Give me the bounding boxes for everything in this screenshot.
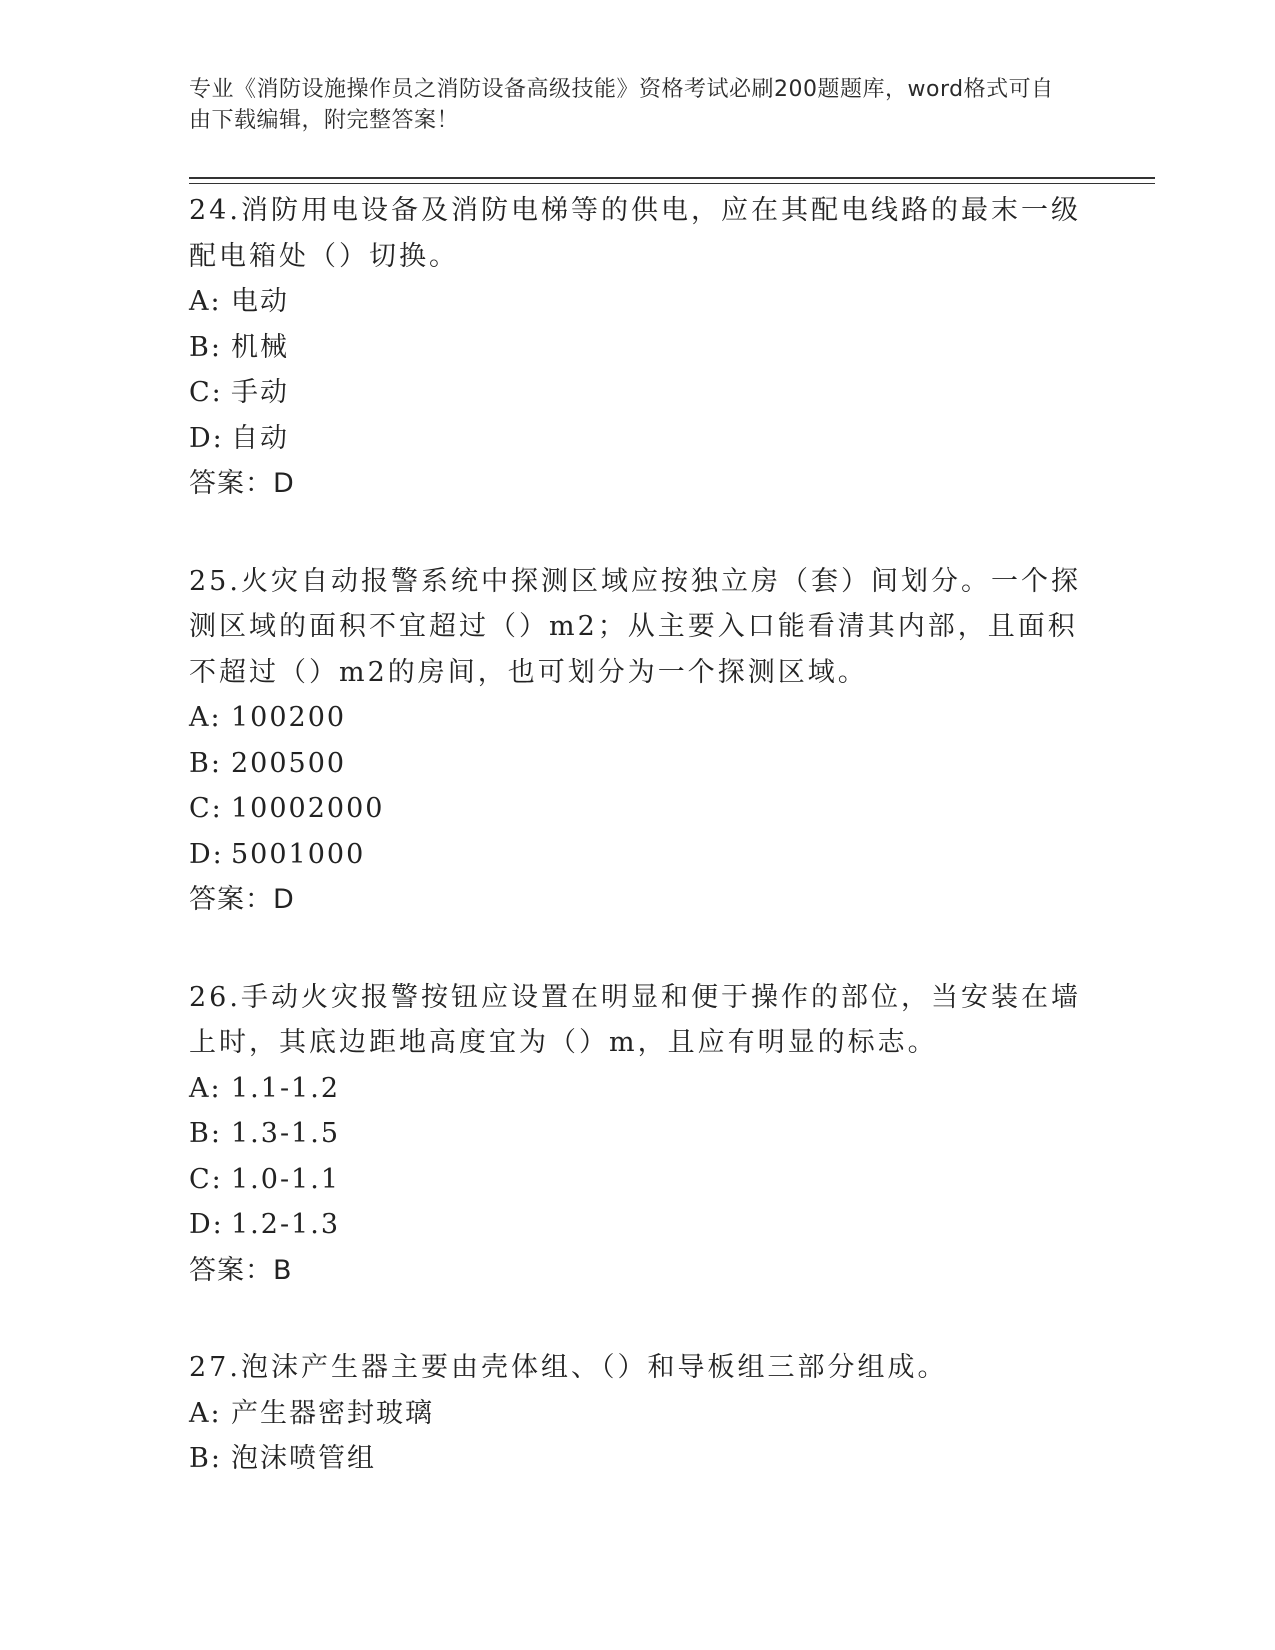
question-25 [189,559,1089,923]
option-key: B: [189,1118,222,1149]
option-text: 自动 [231,422,289,454]
option-key: C: [189,1163,223,1195]
option-b [189,325,1089,371]
option-text: 100200 [231,702,347,733]
option-d [189,416,1089,462]
option-key: D: [189,838,224,870]
option-text: 5001000 [231,838,366,870]
option-c [189,1157,1089,1203]
document-header: 专业《消防设施操作员之消防设备高级技能》资格考试必刷200题题库，word格式可自由下载编辑，附完整答案！ [189,77,1054,133]
option-text: 200500 [231,747,347,779]
option-a [189,279,1089,325]
option-text: 产生器密封玻璃 [231,1397,434,1429]
option-b [189,1436,1089,1482]
header-divider-thick [189,177,1155,179]
option-text: 1.1-1.2 [231,1072,341,1104]
option-text: 手动 [231,377,289,408]
option-text: 1.2-1.3 [231,1209,341,1240]
question-stem: 27.泡沫产生器主要由壳体组、（）和导板组三部分组成。 [189,1352,948,1383]
option-text: 电动 [231,286,289,317]
option-b [189,741,1089,787]
option-key: D: [189,1209,224,1240]
option-text: 1.3-1.5 [231,1118,341,1149]
option-d [189,832,1089,878]
option-key: D: [189,422,224,454]
option-a [189,695,1089,741]
option-key: B: [189,1443,222,1474]
question-list [189,188,1089,1534]
option-key: A: [189,1072,222,1104]
option-key: A: [189,702,222,733]
option-b [189,1111,1089,1157]
question-stem: 25.火灾自动报警系统中探测区域应按独立房（套）间划分。一个探测区域的面积不宜超过（）m2；从主要入口能看清其内部，且面积不超过（）m2的房间，也可划分为一个探测区域。 [189,565,1081,688]
option-key: C: [189,793,223,824]
question-26 [189,975,1089,1294]
question-24 [189,188,1089,507]
question-stem: 26.手动火灾报警按钮应设置在明显和便于操作的部位，当安装在墙上时，其底边距地高度宜为（）m，且应有明显的标志。 [189,981,1081,1058]
option-key: A: [189,1397,222,1429]
option-key: A: [189,286,222,317]
option-c [189,370,1089,416]
option-text: 泡沫喷管组 [231,1443,376,1474]
answer-line: 答案：D [189,468,295,499]
answer-line: 答案：D [189,884,295,915]
option-key: B: [189,331,222,363]
question-27 [189,1345,1089,1482]
option-c [189,786,1089,832]
option-d [189,1202,1089,1248]
option-text: 10002000 [231,793,385,824]
option-a [189,1066,1089,1112]
question-stem: 24.消防用电设备及消防电梯等的供电，应在其配电线路的最末一级配电箱处（）切换。 [189,195,1081,272]
option-text: 1.0-1.1 [231,1163,341,1195]
option-key: B: [189,747,222,779]
option-text: 机械 [231,331,289,363]
answer-line: 答案：B [189,1254,293,1286]
header-divider-thin [189,183,1155,184]
option-a [189,1391,1089,1437]
option-key: C: [189,377,223,408]
